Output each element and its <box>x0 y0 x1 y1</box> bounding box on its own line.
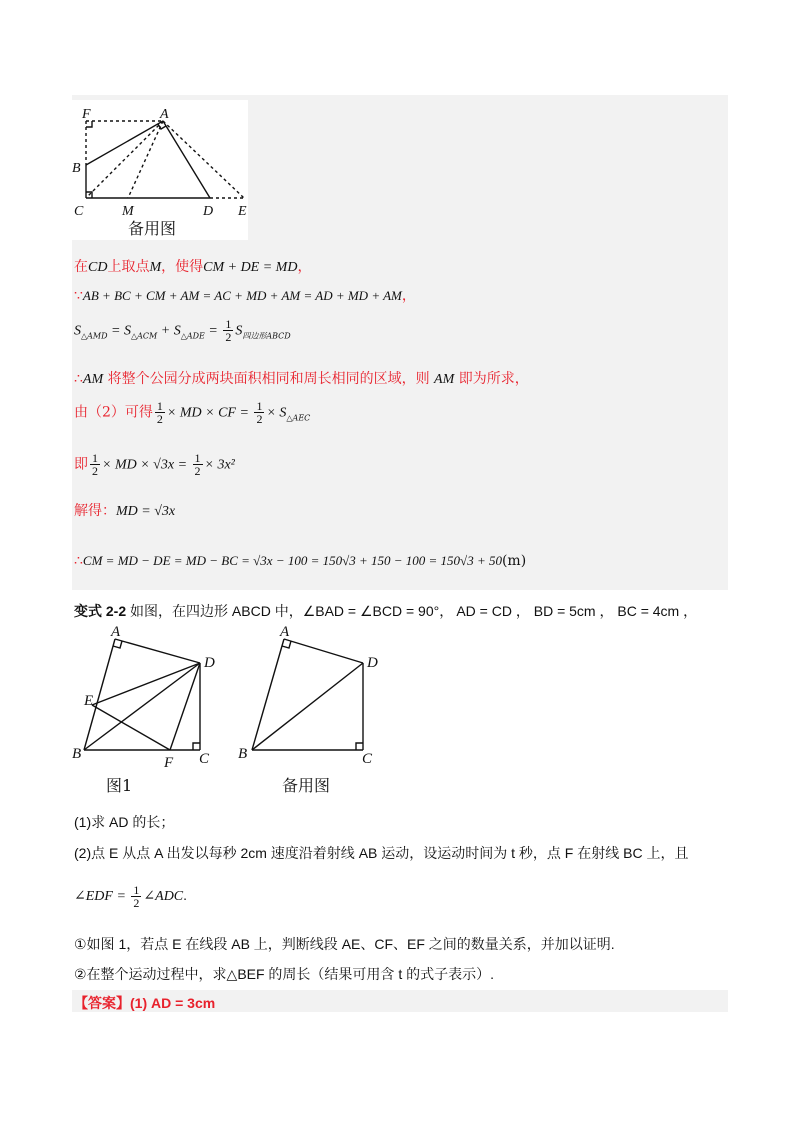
figure-1-diagram <box>72 625 222 795</box>
fig1-label-F: F <box>164 755 174 771</box>
solution-line-4: ∴AM 将整个公园分成两块面积相同和周长相同的区域，则 AM 即为所求， <box>74 371 529 387</box>
label-A: A <box>160 107 169 122</box>
problem-statement: 变式 2-2 如图，在四边形 ABCD 中，∠BAD = ∠BCD = 90°， AD = CD ， BD = 5cm ， BC = 4cm ， <box>74 603 698 619</box>
solution-line-5: 由（2）可得 $\frac{1}{2}$ × MD × CF = $\frac{1}{2}$ × $S_{\triangle AEC}$ <box>74 399 311 426</box>
solution-line-1: 在CD上取点M，使得CM + DE = MD， <box>74 259 312 275</box>
backup-label-D: D <box>367 655 378 671</box>
question-2-part-2: ②在整个运动过程中，求△BEF 的周长（结果可用含 t 的式子表示）. <box>74 966 494 982</box>
backup-label-B: B <box>238 746 248 762</box>
solution-line-8: ∴CM = MD − DE = MD − BC = √3x − 100 = 150√3 + 150 − 100 = 150√3 + 50(m) <box>74 553 527 569</box>
figure-1-caption: 图1 <box>106 776 133 795</box>
question-1: (1)求 AD 的长； <box>74 814 175 830</box>
figure-1 <box>72 625 222 795</box>
backup-label-C: C <box>362 751 373 767</box>
label-B: B <box>72 161 81 176</box>
figure-top <box>72 100 248 240</box>
figure-backup <box>238 625 388 795</box>
figure-top-caption: 备用图 <box>128 219 177 238</box>
question-2: (2)点 E 从点 A 出发以每秒 2cm 速度沿着射线 AB 运动，设运动时间为 t 秒，点 F 在射线 BC 上，且 <box>74 845 689 861</box>
label-M: M <box>122 204 134 219</box>
question-2-part-1: ①如图 1，若点 E 在线段 AB 上，判断线段 AE、CF、EF 之间的数量关系，并加以证明. <box>74 936 615 952</box>
label-F: F <box>82 107 91 122</box>
fig1-label-C: C <box>199 751 210 767</box>
figure-backup-diagram <box>238 625 388 795</box>
solution-line-3: $S_{\triangle AMD} = S_{\triangle ACM} + S_{\triangle ADE}$ = $\frac{1}{2}$ $S_{四边形ABCD}$ <box>74 317 291 344</box>
fig1-label-A: A <box>111 625 121 640</box>
answer-text: (1) AD = 3cm <box>130 995 216 1011</box>
solution-line-2: ∵AB + BC + CM + AM = AC + MD + AM = AD + MD + AM， <box>74 288 416 304</box>
label-D: D <box>203 204 214 219</box>
fig1-label-D: D <box>204 655 215 671</box>
fig1-label-B: B <box>72 746 82 762</box>
label-C: C <box>74 204 84 219</box>
answer-tag: 【答案】 <box>74 995 130 1011</box>
backup-label-A: A <box>280 625 290 640</box>
frac-half-1: $\frac{1}{2}$ <box>225 317 232 344</box>
answer-line <box>74 993 215 1013</box>
label-E: E <box>238 204 247 219</box>
solution-line-7: 解得：MD = √3x <box>74 503 176 519</box>
figure-backup-caption: 备用图 <box>282 776 331 795</box>
fig1-label-E: E <box>84 693 94 709</box>
solution-line-6: 即 $\frac{1}{2}$ × MD × √3x = $\frac{1}{2}$ × 3x² <box>74 451 235 478</box>
question-2-condition: ∠EDF = $\frac{1}{2}$ ∠ADC. <box>74 883 188 910</box>
